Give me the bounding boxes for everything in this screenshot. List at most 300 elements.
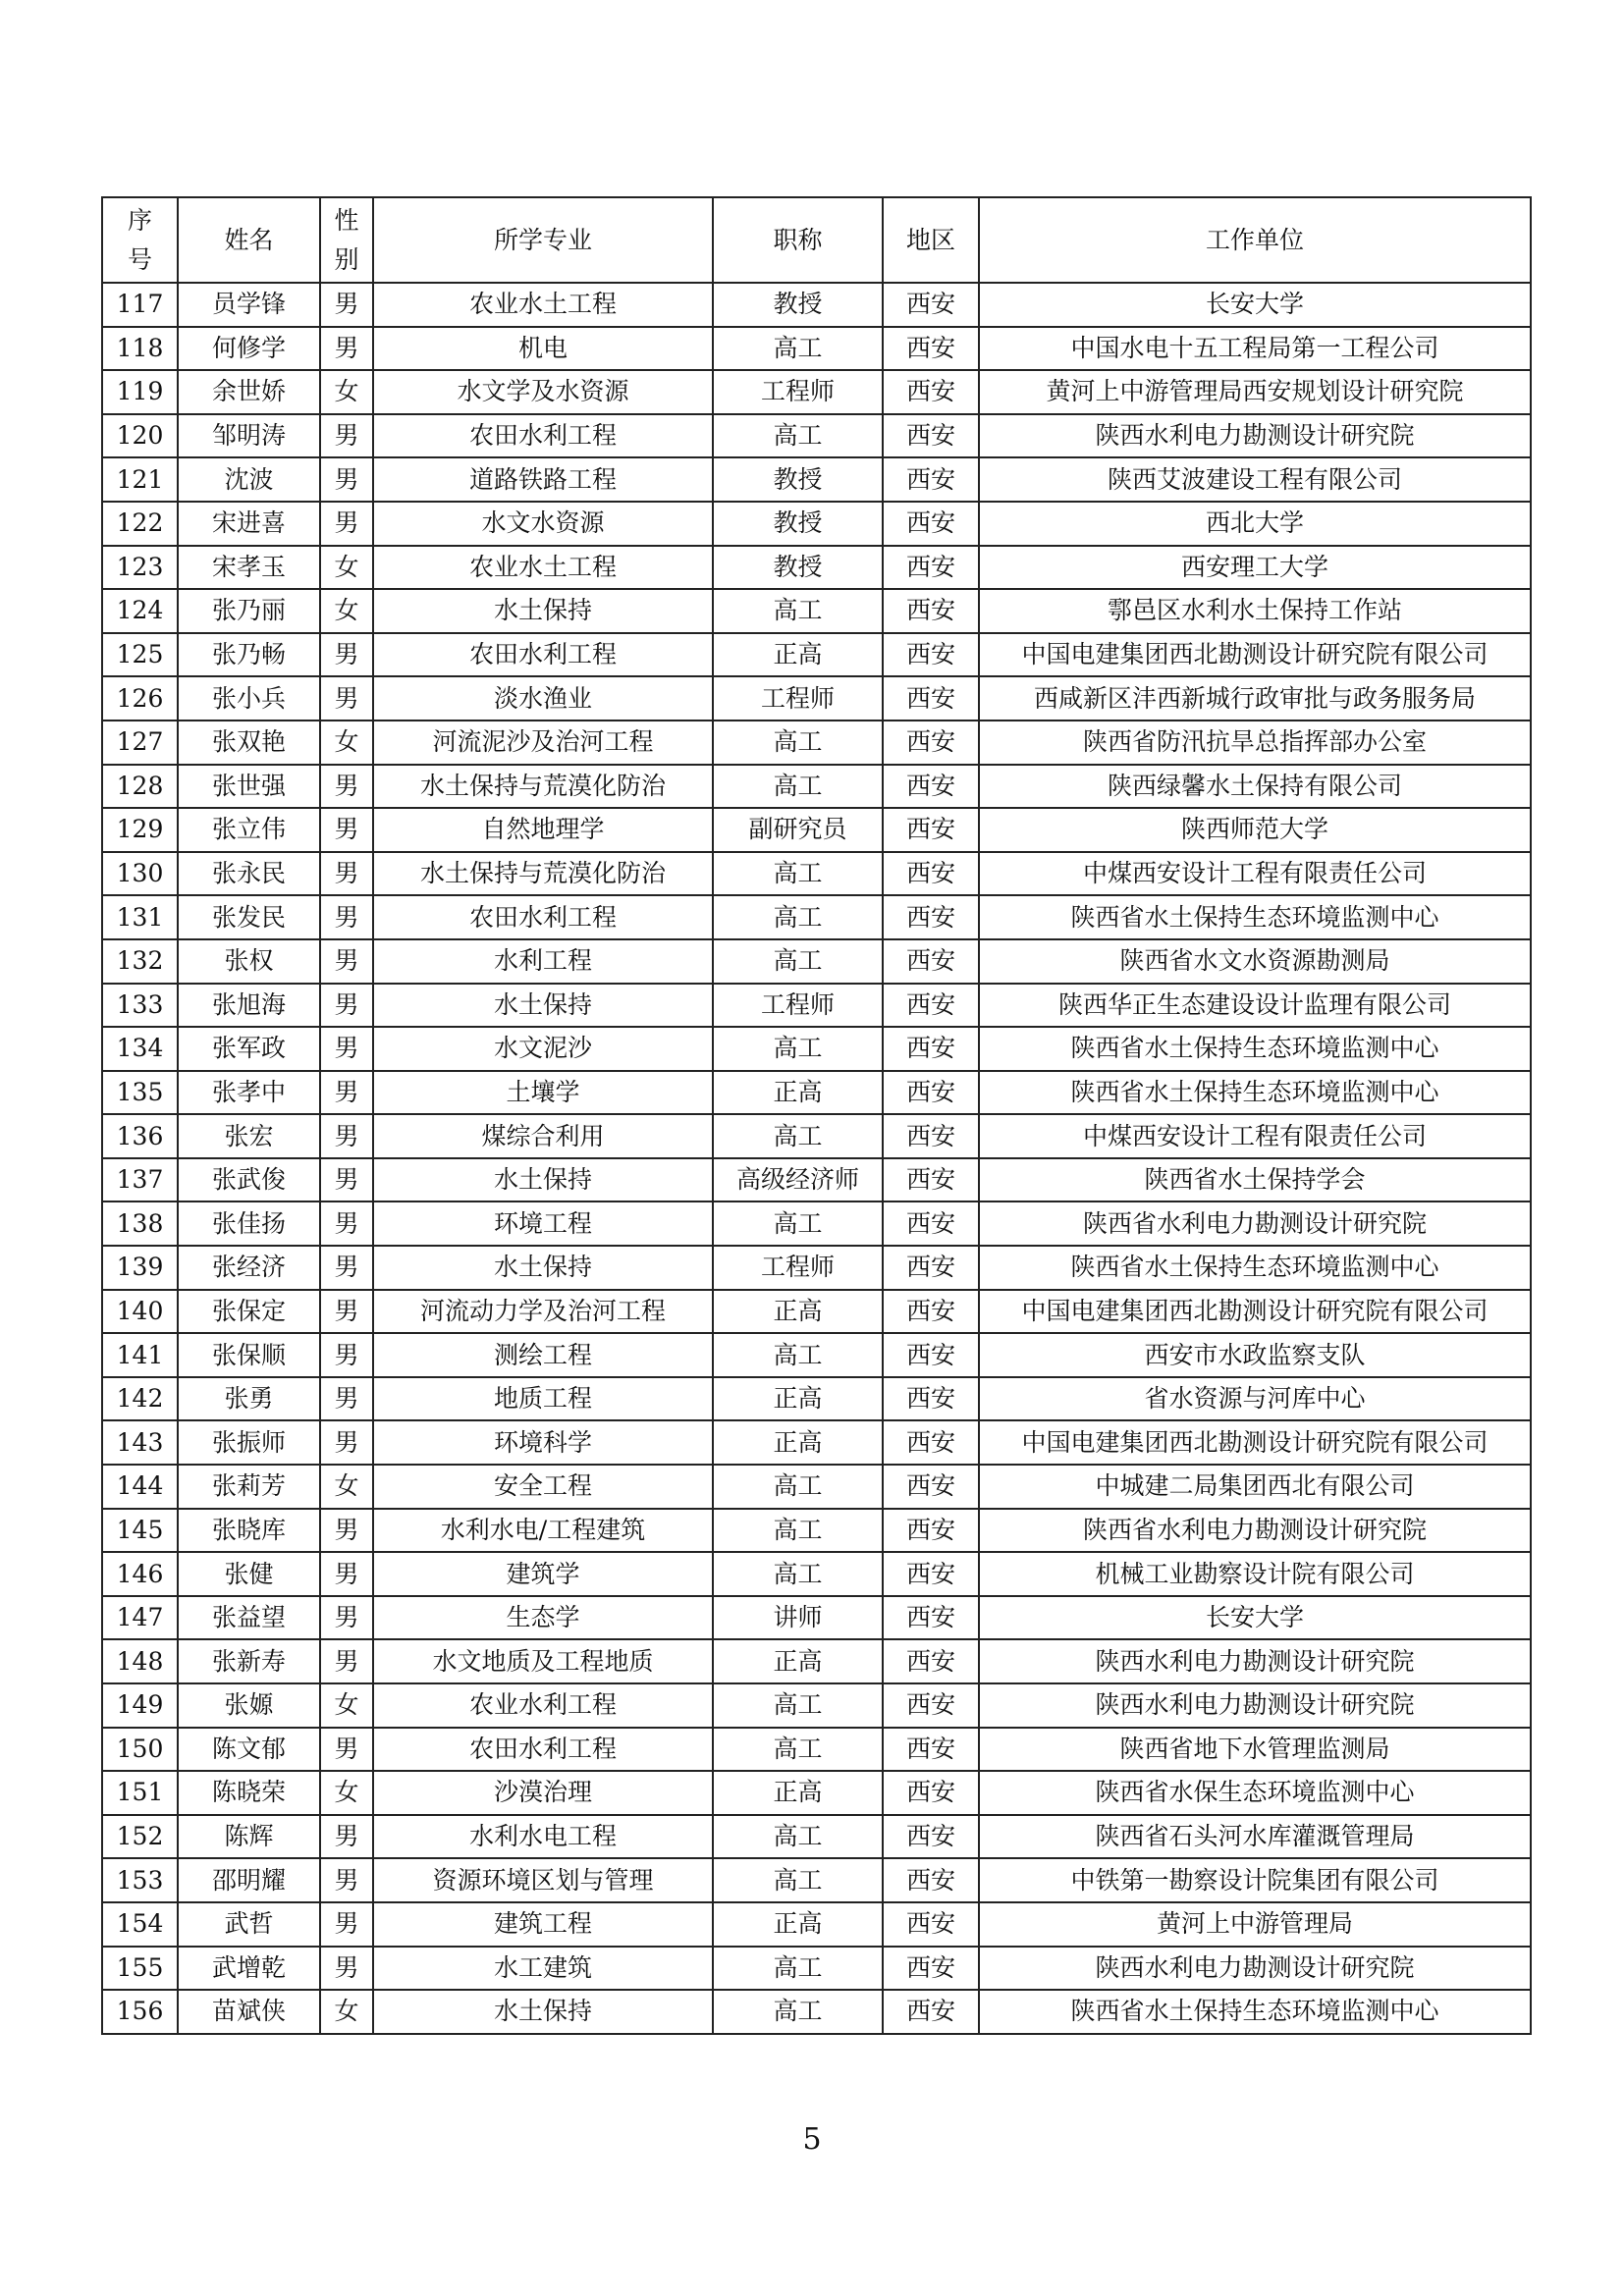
cell-employer: 西安市水政监察支队 <box>979 1333 1531 1377</box>
cell-region: 西安 <box>883 1201 979 1246</box>
cell-gender: 男 <box>320 1509 373 1553</box>
cell-employer: 鄠邑区水利水土保持工作站 <box>979 589 1531 633</box>
cell-region: 西安 <box>883 1728 979 1772</box>
cell-gender: 女 <box>320 1683 373 1728</box>
cell-gender: 男 <box>320 852 373 896</box>
cell-gender: 男 <box>320 1071 373 1115</box>
cell-employer: 陕西省水利电力勘测设计研究院 <box>979 1509 1531 1553</box>
cell-region: 西安 <box>883 1815 979 1859</box>
cell-name: 沈波 <box>178 457 320 502</box>
cell-employer: 陕西省石头河水库灌溉管理局 <box>979 1815 1531 1859</box>
cell-region: 西安 <box>883 1683 979 1728</box>
cell-region: 西安 <box>883 1858 979 1902</box>
cell-major: 农业水利工程 <box>373 1683 713 1728</box>
cell-employer: 黄河上中游管理局 <box>979 1902 1531 1947</box>
cell-title: 工程师 <box>713 984 883 1028</box>
cell-region: 西安 <box>883 633 979 677</box>
cell-major: 水土保持与荒漠化防治 <box>373 852 713 896</box>
cell-major: 水土保持 <box>373 984 713 1028</box>
header-name: 姓名 <box>178 197 320 283</box>
cell-seq: 143 <box>102 1420 178 1465</box>
cell-seq: 136 <box>102 1114 178 1158</box>
cell-region: 西安 <box>883 1902 979 1947</box>
header-title: 职称 <box>713 197 883 283</box>
cell-major: 农田水利工程 <box>373 895 713 939</box>
cell-region: 西安 <box>883 1420 979 1465</box>
cell-seq: 135 <box>102 1071 178 1115</box>
cell-seq: 129 <box>102 808 178 852</box>
cell-gender: 男 <box>320 633 373 677</box>
cell-name: 张保定 <box>178 1290 320 1334</box>
cell-title: 高工 <box>713 414 883 458</box>
cell-gender: 男 <box>320 765 373 809</box>
table-row <box>102 546 1531 590</box>
cell-seq: 128 <box>102 765 178 809</box>
cell-employer: 中国水电十五工程局第一工程公司 <box>979 327 1531 371</box>
cell-employer: 中国电建集团西北勘测设计研究院有限公司 <box>979 1290 1531 1334</box>
cell-name: 陈文郁 <box>178 1728 320 1772</box>
cell-region: 西安 <box>883 721 979 765</box>
cell-name: 余世娇 <box>178 370 320 414</box>
cell-title: 高工 <box>713 1728 883 1772</box>
header-gender: 性别 <box>320 197 373 283</box>
table-row <box>102 939 1531 984</box>
cell-seq: 141 <box>102 1333 178 1377</box>
cell-gender: 男 <box>320 808 373 852</box>
cell-seq: 147 <box>102 1596 178 1640</box>
cell-employer: 陕西水利电力勘测设计研究院 <box>979 1683 1531 1728</box>
table-row <box>102 457 1531 502</box>
table-header-row <box>102 197 1531 283</box>
cell-title: 正高 <box>713 1071 883 1115</box>
table-row <box>102 370 1531 414</box>
table-row <box>102 414 1531 458</box>
header-major: 所学专业 <box>373 197 713 283</box>
header-region: 地区 <box>883 197 979 283</box>
cell-gender: 男 <box>320 895 373 939</box>
table-row <box>102 1771 1531 1815</box>
cell-title: 高工 <box>713 1815 883 1859</box>
cell-name: 邹明涛 <box>178 414 320 458</box>
cell-major: 水文泥沙 <box>373 1027 713 1071</box>
cell-major: 沙漠治理 <box>373 1771 713 1815</box>
cell-region: 西安 <box>883 1290 979 1334</box>
cell-region: 西安 <box>883 895 979 939</box>
cell-seq: 134 <box>102 1027 178 1071</box>
cell-seq: 121 <box>102 457 178 502</box>
cell-gender: 男 <box>320 1201 373 1246</box>
cell-gender: 男 <box>320 1290 373 1334</box>
header-employer: 工作单位 <box>979 197 1531 283</box>
cell-gender: 男 <box>320 1027 373 1071</box>
table-row <box>102 1596 1531 1640</box>
cell-major: 资源环境区划与管理 <box>373 1858 713 1902</box>
cell-gender: 女 <box>320 546 373 590</box>
cell-gender: 女 <box>320 1465 373 1509</box>
table-row <box>102 1377 1531 1421</box>
cell-region: 西安 <box>883 1158 979 1202</box>
table-row <box>102 1552 1531 1596</box>
cell-title: 高工 <box>713 1509 883 1553</box>
cell-major: 水土保持 <box>373 1990 713 2034</box>
table-row <box>102 1114 1531 1158</box>
table-row <box>102 1902 1531 1947</box>
cell-major: 环境科学 <box>373 1420 713 1465</box>
cell-name: 武增乾 <box>178 1947 320 1991</box>
cell-employer: 陕西绿馨水土保持有限公司 <box>979 765 1531 809</box>
cell-region: 西安 <box>883 1071 979 1115</box>
cell-title: 高工 <box>713 1333 883 1377</box>
table-row <box>102 1158 1531 1202</box>
cell-name: 张乃丽 <box>178 589 320 633</box>
cell-title: 工程师 <box>713 370 883 414</box>
table-row <box>102 852 1531 896</box>
cell-region: 西安 <box>883 327 979 371</box>
cell-title: 讲师 <box>713 1596 883 1640</box>
cell-major: 环境工程 <box>373 1201 713 1246</box>
cell-region: 西安 <box>883 1990 979 2034</box>
cell-employer: 机械工业勘察设计院有限公司 <box>979 1552 1531 1596</box>
cell-employer: 陕西水利电力勘测设计研究院 <box>979 1947 1531 1991</box>
cell-name: 陈辉 <box>178 1815 320 1859</box>
cell-employer: 陕西省防汛抗旱总指挥部办公室 <box>979 721 1531 765</box>
cell-region: 西安 <box>883 1114 979 1158</box>
cell-title: 高级经济师 <box>713 1158 883 1202</box>
cell-name: 张立伟 <box>178 808 320 852</box>
cell-title: 高工 <box>713 895 883 939</box>
cell-seq: 150 <box>102 1728 178 1772</box>
cell-seq: 144 <box>102 1465 178 1509</box>
cell-title: 高工 <box>713 1201 883 1246</box>
cell-seq: 140 <box>102 1290 178 1334</box>
table-row <box>102 633 1531 677</box>
cell-name: 张小兵 <box>178 676 320 721</box>
cell-region: 西安 <box>883 1465 979 1509</box>
cell-name: 员学锋 <box>178 283 320 327</box>
cell-name: 张军政 <box>178 1027 320 1071</box>
cell-gender: 男 <box>320 1596 373 1640</box>
cell-gender: 男 <box>320 414 373 458</box>
cell-employer: 陕西水利电力勘测设计研究院 <box>979 1639 1531 1683</box>
cell-title: 教授 <box>713 457 883 502</box>
cell-title: 高工 <box>713 1465 883 1509</box>
cell-seq: 146 <box>102 1552 178 1596</box>
cell-name: 张健 <box>178 1552 320 1596</box>
cell-seq: 117 <box>102 283 178 327</box>
cell-region: 西安 <box>883 676 979 721</box>
cell-employer: 陕西省水土保持生态环境监测中心 <box>979 1071 1531 1115</box>
table-row <box>102 1990 1531 2034</box>
cell-name: 张武俊 <box>178 1158 320 1202</box>
cell-region: 西安 <box>883 1377 979 1421</box>
cell-title: 高工 <box>713 1552 883 1596</box>
cell-name: 张乃畅 <box>178 633 320 677</box>
cell-name: 苗斌侠 <box>178 1990 320 2034</box>
table-row <box>102 1201 1531 1246</box>
cell-name: 张勇 <box>178 1377 320 1421</box>
cell-title: 高工 <box>713 721 883 765</box>
cell-employer: 陕西水利电力勘测设计研究院 <box>979 414 1531 458</box>
cell-gender: 女 <box>320 370 373 414</box>
table-row <box>102 1246 1531 1290</box>
cell-name: 宋孝玉 <box>178 546 320 590</box>
cell-employer: 陕西省水土保持生态环境监测中心 <box>979 1990 1531 2034</box>
cell-major: 水文学及水资源 <box>373 370 713 414</box>
cell-seq: 149 <box>102 1683 178 1728</box>
cell-employer: 中煤西安设计工程有限责任公司 <box>979 852 1531 896</box>
cell-employer: 长安大学 <box>979 1596 1531 1640</box>
cell-seq: 127 <box>102 721 178 765</box>
cell-name: 张永民 <box>178 852 320 896</box>
cell-major: 土壤学 <box>373 1071 713 1115</box>
cell-employer: 中铁第一勘察设计院集团有限公司 <box>979 1858 1531 1902</box>
cell-name: 陈晓荣 <box>178 1771 320 1815</box>
table-row <box>102 1465 1531 1509</box>
cell-title: 正高 <box>713 1290 883 1334</box>
cell-title: 教授 <box>713 546 883 590</box>
cell-title: 高工 <box>713 1027 883 1071</box>
cell-name: 张发民 <box>178 895 320 939</box>
cell-region: 西安 <box>883 502 979 546</box>
header-seq: 序号 <box>102 197 178 283</box>
cell-seq: 154 <box>102 1902 178 1947</box>
cell-name: 张佳扬 <box>178 1201 320 1246</box>
cell-major: 机电 <box>373 327 713 371</box>
cell-region: 西安 <box>883 370 979 414</box>
cell-title: 高工 <box>713 1683 883 1728</box>
cell-employer: 陕西师范大学 <box>979 808 1531 852</box>
cell-major: 测绘工程 <box>373 1333 713 1377</box>
table-body <box>102 283 1531 2034</box>
cell-title: 高工 <box>713 1947 883 1991</box>
cell-employer: 陕西省水土保持生态环境监测中心 <box>979 1246 1531 1290</box>
cell-name: 张振师 <box>178 1420 320 1465</box>
cell-major: 水利水电工程 <box>373 1815 713 1859</box>
cell-title: 高工 <box>713 1990 883 2034</box>
table-row <box>102 1858 1531 1902</box>
cell-employer: 陕西省水保生态环境监测中心 <box>979 1771 1531 1815</box>
cell-employer: 长安大学 <box>979 283 1531 327</box>
cell-region: 西安 <box>883 1639 979 1683</box>
cell-gender: 女 <box>320 1990 373 2034</box>
table-row <box>102 1728 1531 1772</box>
cell-employer: 陕西省水文水资源勘测局 <box>979 939 1531 984</box>
cell-title: 教授 <box>713 283 883 327</box>
cell-seq: 145 <box>102 1509 178 1553</box>
table-row <box>102 1027 1531 1071</box>
cell-major: 河流泥沙及治河工程 <box>373 721 713 765</box>
cell-gender: 男 <box>320 1333 373 1377</box>
table-row <box>102 1071 1531 1115</box>
cell-major: 水利水电/工程建筑 <box>373 1509 713 1553</box>
cell-employer: 西咸新区沣西新城行政审批与政务服务局 <box>979 676 1531 721</box>
cell-region: 西安 <box>883 808 979 852</box>
cell-seq: 151 <box>102 1771 178 1815</box>
cell-name: 张经济 <box>178 1246 320 1290</box>
cell-name: 张孝中 <box>178 1071 320 1115</box>
cell-employer: 陕西华正生态建设设计监理有限公司 <box>979 984 1531 1028</box>
cell-seq: 138 <box>102 1201 178 1246</box>
cell-name: 张旭海 <box>178 984 320 1028</box>
cell-major: 建筑工程 <box>373 1902 713 1947</box>
cell-gender: 男 <box>320 1815 373 1859</box>
cell-gender: 男 <box>320 1114 373 1158</box>
table-row <box>102 502 1531 546</box>
cell-name: 张新寿 <box>178 1639 320 1683</box>
cell-title: 正高 <box>713 1902 883 1947</box>
cell-title: 正高 <box>713 633 883 677</box>
cell-employer: 陕西省水利电力勘测设计研究院 <box>979 1201 1531 1246</box>
cell-title: 正高 <box>713 1639 883 1683</box>
cell-region: 西安 <box>883 1552 979 1596</box>
cell-name: 宋进喜 <box>178 502 320 546</box>
cell-name: 张嫄 <box>178 1683 320 1728</box>
cell-seq: 153 <box>102 1858 178 1902</box>
cell-region: 西安 <box>883 1509 979 1553</box>
table-row <box>102 327 1531 371</box>
cell-major: 煤综合利用 <box>373 1114 713 1158</box>
cell-title: 高工 <box>713 939 883 984</box>
cell-major: 建筑学 <box>373 1552 713 1596</box>
cell-seq: 123 <box>102 546 178 590</box>
cell-major: 水土保持 <box>373 1246 713 1290</box>
table-row <box>102 1420 1531 1465</box>
cell-region: 西安 <box>883 1027 979 1071</box>
table-row <box>102 1683 1531 1728</box>
cell-major: 水利工程 <box>373 939 713 984</box>
cell-major: 农业水土工程 <box>373 283 713 327</box>
cell-gender: 男 <box>320 1158 373 1202</box>
cell-major: 农田水利工程 <box>373 1728 713 1772</box>
table-row <box>102 765 1531 809</box>
cell-gender: 男 <box>320 1902 373 1947</box>
cell-employer: 黄河上中游管理局西安规划设计研究院 <box>979 370 1531 414</box>
cell-region: 西安 <box>883 1771 979 1815</box>
cell-title: 高工 <box>713 852 883 896</box>
cell-major: 水土保持与荒漠化防治 <box>373 765 713 809</box>
cell-title: 工程师 <box>713 676 883 721</box>
cell-seq: 120 <box>102 414 178 458</box>
cell-seq: 124 <box>102 589 178 633</box>
cell-region: 西安 <box>883 765 979 809</box>
cell-seq: 122 <box>102 502 178 546</box>
cell-gender: 男 <box>320 676 373 721</box>
cell-seq: 148 <box>102 1639 178 1683</box>
table-row <box>102 1815 1531 1859</box>
table-row <box>102 676 1531 721</box>
cell-title: 教授 <box>713 502 883 546</box>
cell-employer: 陕西省水土保持生态环境监测中心 <box>979 895 1531 939</box>
cell-major: 农业水土工程 <box>373 546 713 590</box>
cell-title: 正高 <box>713 1420 883 1465</box>
cell-seq: 133 <box>102 984 178 1028</box>
cell-name: 张权 <box>178 939 320 984</box>
table-row <box>102 1947 1531 1991</box>
cell-major: 淡水渔业 <box>373 676 713 721</box>
cell-title: 高工 <box>713 1858 883 1902</box>
cell-name: 张莉芳 <box>178 1465 320 1509</box>
cell-region: 西安 <box>883 1596 979 1640</box>
cell-gender: 男 <box>320 1377 373 1421</box>
cell-employer: 陕西省水土保持学会 <box>979 1158 1531 1202</box>
cell-major: 生态学 <box>373 1596 713 1640</box>
cell-gender: 男 <box>320 939 373 984</box>
cell-major: 水文地质及工程地质 <box>373 1639 713 1683</box>
cell-gender: 男 <box>320 1246 373 1290</box>
cell-major: 水土保持 <box>373 1158 713 1202</box>
cell-name: 张益望 <box>178 1596 320 1640</box>
table-row <box>102 283 1531 327</box>
cell-gender: 男 <box>320 1639 373 1683</box>
cell-name: 邵明耀 <box>178 1858 320 1902</box>
cell-region: 西安 <box>883 1947 979 1991</box>
cell-major: 农田水利工程 <box>373 414 713 458</box>
cell-major: 地质工程 <box>373 1377 713 1421</box>
cell-seq: 156 <box>102 1990 178 2034</box>
cell-name: 张双艳 <box>178 721 320 765</box>
cell-name: 张保顺 <box>178 1333 320 1377</box>
cell-title: 副研究员 <box>713 808 883 852</box>
cell-title: 正高 <box>713 1377 883 1421</box>
cell-title: 高工 <box>713 765 883 809</box>
cell-employer: 中国电建集团西北勘测设计研究院有限公司 <box>979 633 1531 677</box>
cell-major: 自然地理学 <box>373 808 713 852</box>
cell-name: 张晓库 <box>178 1509 320 1553</box>
cell-major: 道路铁路工程 <box>373 457 713 502</box>
cell-major: 水文水资源 <box>373 502 713 546</box>
cell-employer: 中城建二局集团西北有限公司 <box>979 1465 1531 1509</box>
cell-employer: 西安理工大学 <box>979 546 1531 590</box>
cell-seq: 142 <box>102 1377 178 1421</box>
table-row <box>102 1509 1531 1553</box>
cell-region: 西安 <box>883 852 979 896</box>
cell-gender: 男 <box>320 1420 373 1465</box>
cell-seq: 152 <box>102 1815 178 1859</box>
cell-major: 水土保持 <box>373 589 713 633</box>
cell-seq: 131 <box>102 895 178 939</box>
cell-region: 西安 <box>883 457 979 502</box>
cell-gender: 男 <box>320 984 373 1028</box>
cell-employer: 中国电建集团西北勘测设计研究院有限公司 <box>979 1420 1531 1465</box>
cell-employer: 陕西省水土保持生态环境监测中心 <box>979 1027 1531 1071</box>
cell-seq: 130 <box>102 852 178 896</box>
cell-employer: 省水资源与河库中心 <box>979 1377 1531 1421</box>
cell-name: 武哲 <box>178 1902 320 1947</box>
cell-major: 安全工程 <box>373 1465 713 1509</box>
cell-region: 西安 <box>883 939 979 984</box>
cell-gender: 男 <box>320 327 373 371</box>
cell-major: 水工建筑 <box>373 1947 713 1991</box>
cell-region: 西安 <box>883 984 979 1028</box>
cell-title: 高工 <box>713 589 883 633</box>
cell-employer: 陕西艾波建设工程有限公司 <box>979 457 1531 502</box>
table-row <box>102 1333 1531 1377</box>
table-row <box>102 1290 1531 1334</box>
expert-roster-table <box>101 196 1532 2035</box>
cell-employer: 陕西省地下水管理监测局 <box>979 1728 1531 1772</box>
cell-region: 西安 <box>883 1246 979 1290</box>
cell-gender: 女 <box>320 589 373 633</box>
cell-employer: 西北大学 <box>979 502 1531 546</box>
cell-name: 张宏 <box>178 1114 320 1158</box>
cell-seq: 137 <box>102 1158 178 1202</box>
cell-seq: 119 <box>102 370 178 414</box>
table-row <box>102 1639 1531 1683</box>
cell-gender: 男 <box>320 1947 373 1991</box>
cell-employer: 中煤西安设计工程有限责任公司 <box>979 1114 1531 1158</box>
cell-region: 西安 <box>883 546 979 590</box>
cell-gender: 女 <box>320 721 373 765</box>
